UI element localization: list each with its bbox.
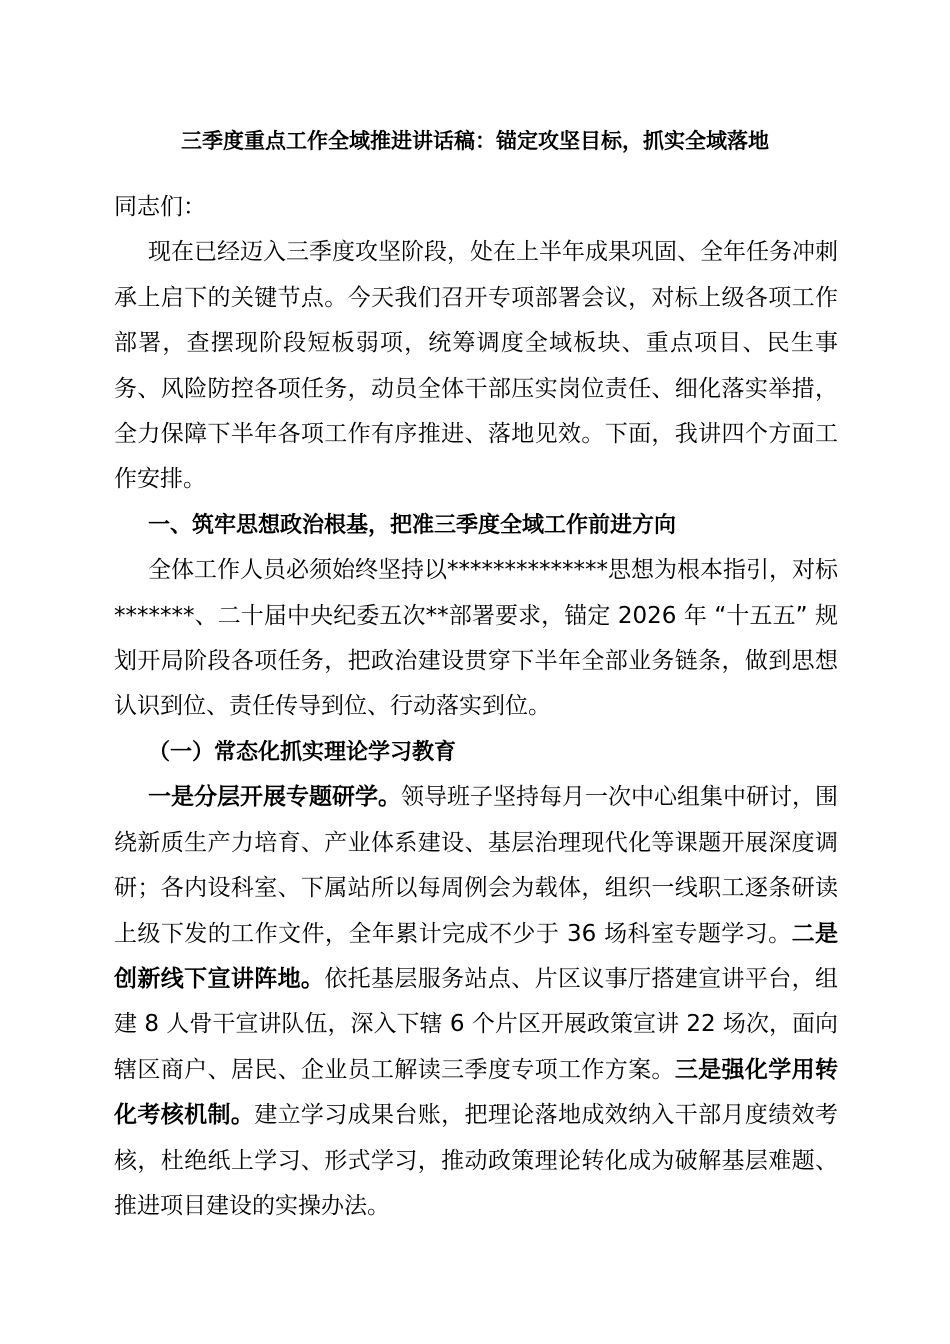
point-1-lead: 一是分层开展专题研学。 — [148, 784, 401, 811]
document-title: 三季度重点工作全域推进讲话稿：锚定攻坚目标，抓实全域落地 — [181, 129, 769, 153]
study-points-paragraph — [114, 775, 838, 1229]
intro-paragraph: 现在已经迈入三季度攻坚阶段，处在上半年成果巩固、全年任务冲刺承上启下的关键节点。今天我们召开专项部署会议，对标上级各项工作部署，查摆现阶段短板弱项，统筹调度全域板块、重点项目、民生事务、风险防控各项任务，动员全体干部压实岗位责任、细化落实举措，全力保障下半年各项工作有序推进、落地见效。下面，我讲四个方面工作安排。 — [114, 239, 838, 493]
point-2-text: 依托基层服务站点、片区议事厅搭建宣讲平台，组建 8 人骨干宣讲队伍，深入下辖 6 个片区开展政策宣讲 22 场次，面向辖区商户、居民、企业员工解读三季度专项工作方案。 — [114, 965, 839, 1083]
section-1-paragraph: 全体工作人员必须始终坚持以**************思想为根本指引，对标*******、二十届中央纪委五次**部署要求，锚定 2026 年 “十五五” 规划开局阶段各项任务，把政治建设贯穿下半年全部业务链条，做到思想认识到位、责任传导到位、行动落实到位。 — [114, 557, 838, 720]
point-2-lead: 二是创新线下宣讲阵地。 — [114, 920, 838, 992]
salutation: 同志们： — [114, 194, 206, 220]
subsection-heading-1: （一）常态化抓实理论学习教育 — [148, 739, 457, 765]
section-heading-1: 一、筑牢思想政治根基，把准三季度全域工作前进方向 — [148, 512, 677, 538]
point-3-lead: 三是强化学用转化考核机制。 — [114, 1056, 839, 1129]
point-1-text: 领导班子坚持每月一次中心组集中研讨，围绕新质生产力培育、产业体系建设、基层治理现代化等课题开展深度调研；各内设科室、下属站所以每周例会为载体，组织一线职工逐条研读上级下发的工作文件，全年累计完成不少于 36 场科室专题学习。 — [114, 784, 838, 947]
point-3-text: 建立学习成果台账，把理论落地成效纳入干部月度绩效考核，杜绝纸上学习、形式学习，推动政策理论转化成为破解基层难题、推进项目建设的实操办法。 — [114, 1102, 839, 1219]
document-body — [114, 185, 838, 1229]
